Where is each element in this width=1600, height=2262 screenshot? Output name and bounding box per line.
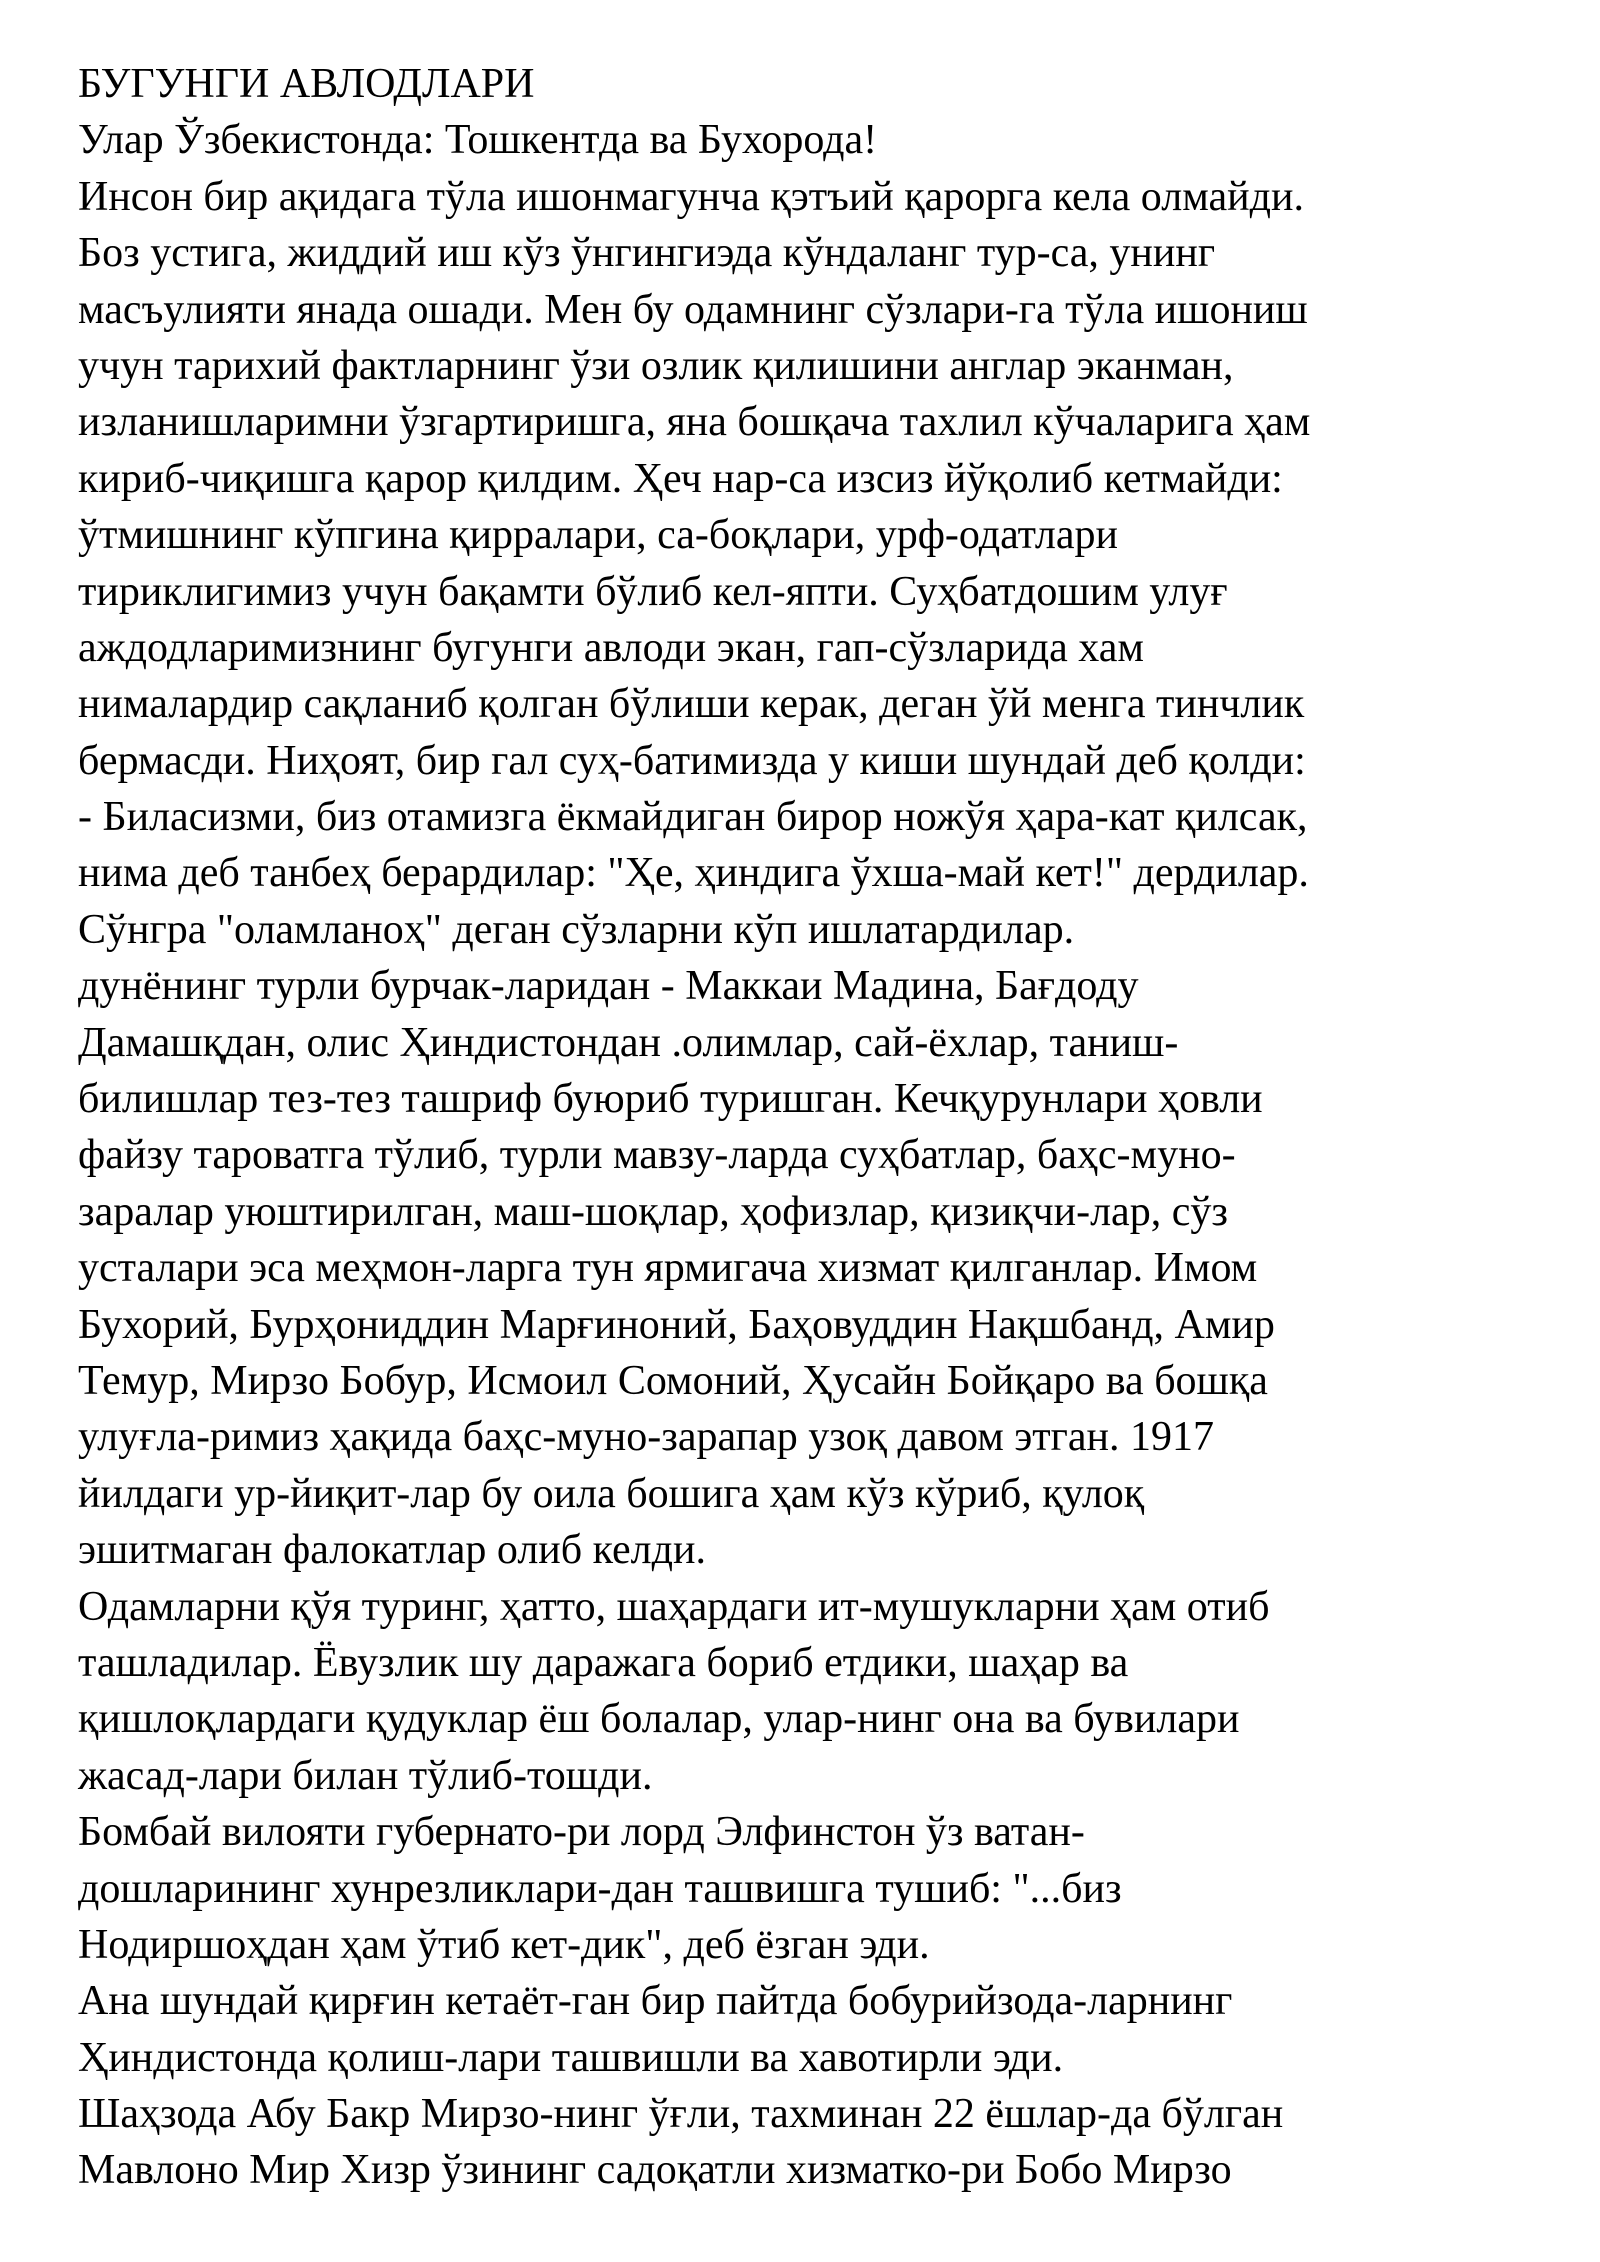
text-line: дунёнинг турли бурчак-ларидан - Маккаи Мадина, Бағдоду (78, 963, 1139, 1010)
text-line: файзу тароватга тўлиб, турли мавзу-ларда суҳбатлар, баҳс-муно- (78, 1132, 1236, 1179)
text-line: нималардир сақланиб қолган бўлиши керак, деган ўй менга тинчлик (78, 681, 1305, 728)
text-line: улуғла-римиз ҳақида баҳс-муно-зарапар узоқ давом этган. 1917 (78, 1414, 1215, 1461)
text-line: бермасди. Ниҳоят, бир гал суҳ-батимизда у киши шундай деб қолди: (78, 737, 1306, 784)
text-line: изланишларимни ўзгартиришга, яна бошқача тахлил кўчаларига ҳам (78, 399, 1311, 446)
text-line: Сўнгра "оламланоҳ" деган сўзларни кўп ишлатардилар. (78, 906, 1075, 953)
text-line: Ана шундай қирғин кетаёт-ган бир пайтда бобурийзода-ларнинг (78, 1978, 1233, 2025)
text-line: учун тарихий фактларнинг ўзи озлик қилишини англар эканман, (78, 342, 1234, 389)
text-line: билишлар тез-тез ташриф буюриб туришган. Кечқурунлари ҳовли (78, 1076, 1263, 1123)
text-line: йилдаги ур-йиқит-лар бу оила бошига ҳам кўз кўриб, қулоқ (78, 1470, 1145, 1517)
text-line: жасад-лари билан тўлиб-тошди. (78, 1752, 653, 1799)
text-line: ташладилар. Ёвузлик шу даражага бориб етдики, шаҳар ва (78, 1639, 1129, 1686)
text-line: кириб-чиқишга қарор қилдим. Ҳеч нар-са изсиз йўқолиб кетмайди: (78, 455, 1283, 502)
document-page (78, 56, 1528, 2199)
text-line: - Биласизми, биз отамизга ёкмайдиган бирор ножўя ҳара-кат қилсак, (78, 794, 1308, 841)
document-title: БУГУНГИ АВЛОДЛАРИ (78, 61, 535, 107)
text-line: Дамашқдан, олис Ҳиндистондан .олимлар, сай-ёхлар, таниш- (78, 1019, 1179, 1066)
text-line: аждодларимизнинг бугунги авлоди экан, гап-сўзларида хам (78, 624, 1144, 671)
text-line: Бомбай вилояти губернато-ри лорд Элфинстон ўз ватан- (78, 1809, 1085, 1856)
text-line: нима деб танбеҳ берардилар: "Ҳе, ҳиндига ўхша-май кет!" дердилар. (78, 850, 1309, 897)
text-line: тириклигимиз учун бақамти бўлиб кел-япти. Суҳбатдошим улуғ (78, 568, 1228, 615)
text-line: Шаҳзода Абу Бакр Мирзо-нинг ўғли, тахминан 22 ёшлар-да бўлган (78, 2091, 1284, 2138)
text-line: Темур, Мирзо Бобур, Исмоил Сомоний, Ҳусайн Бойқаро ва бошқа (78, 1357, 1268, 1404)
text-line: Мавлоно Мир Хизр ўзининг садоқатли хизматко-ри Бобо Мирзо (78, 2147, 1232, 2194)
text-line: зaралар уюштирилган, маш-шоқлар, ҳофизлар, қизиқчи-лар, сўз (78, 1188, 1228, 1235)
text-line: Одамларни қўя туринг, ҳатто, шаҳардаги ит-мушукларни ҳам отиб (78, 1583, 1270, 1630)
text-line: Бухорий, Бурҳониддин Марғиноний, Баҳовуддин Нақшбанд, Амир (78, 1301, 1275, 1348)
document-subtitle: Улар Ўзбекистонда: Тошкентда ва Бухорода! (78, 117, 878, 164)
text-line: ўтмишнинг кўпгина қирралари, са-боқлари, урф-одатлари (78, 512, 1119, 559)
text-line: Нодиршоҳдан ҳам ўтиб кет-дик", деб ёзган эди. (78, 1921, 930, 1968)
text-line: дошларининг хунрезликлари-дан ташвишга тушиб: "...биз (78, 1865, 1122, 1912)
text-line: Инсон бир ақидага тўла ишонмагунча қэтъий қарорга кела олмайди. (78, 173, 1304, 220)
text-line: қишлоқлардаги қудуклар ёш болалар, улар-нинг она ва бувилари (78, 1696, 1240, 1743)
text-line: Боз устига, жиддий иш кўз ўнгингиэда кўндаланг тур-са, унинг (78, 230, 1216, 277)
text-line: усталари эса меҳмон-ларга тун ярмигача хизмат қилганлар. Имом (78, 1245, 1258, 1292)
text-line: эшитмаган фалокатлар олиб келди. (78, 1527, 706, 1574)
text-line: Ҳиндистонда қолиш-лари ташвишли ва хавотирли эди. (78, 2034, 1064, 2081)
text-line: масъулияти янада ошади. Мен бу одамнинг сўзлари-га тўла ишониш (78, 286, 1308, 333)
